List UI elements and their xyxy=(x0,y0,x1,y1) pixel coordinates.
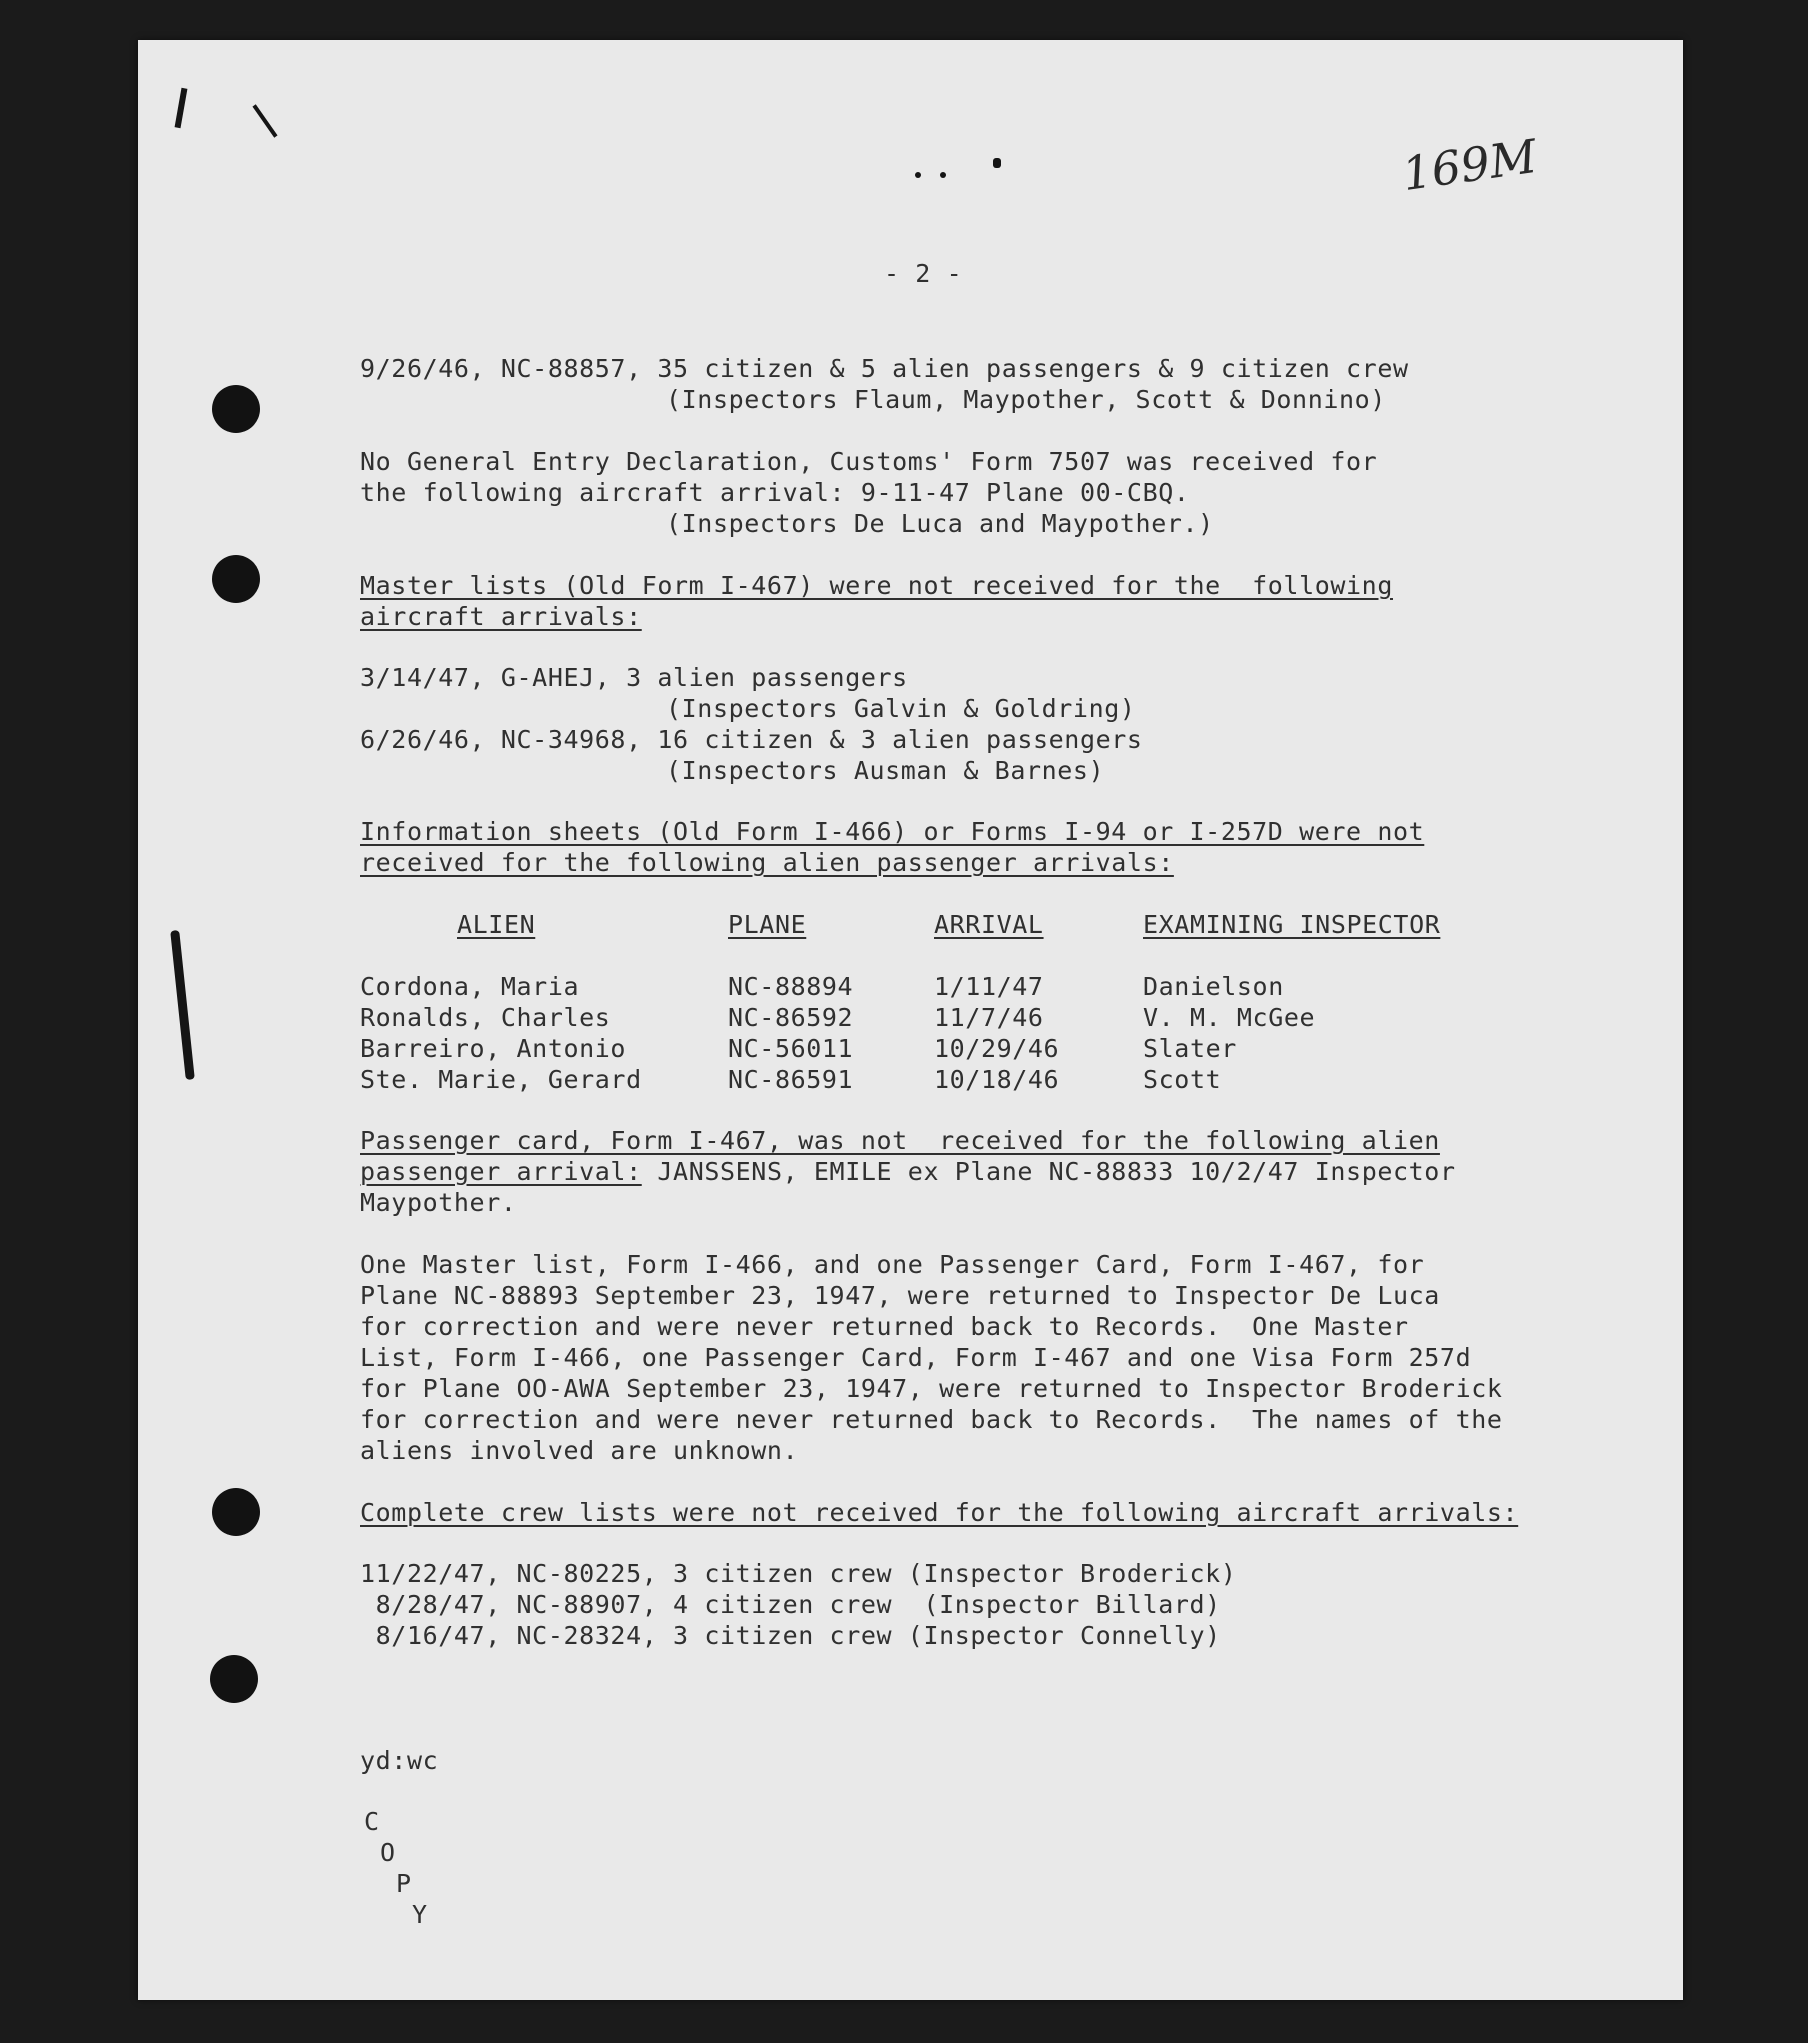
ink-mark xyxy=(940,172,946,178)
paragraph-line: Plane NC-88893 September 23, 1947, were returned to Inspector De Luca xyxy=(360,1281,1440,1310)
table-cell: Barreiro, Antonio xyxy=(360,1034,627,1063)
entry-line: (Inspectors Galvin & Goldring) xyxy=(666,694,1136,723)
page-number: - 2 - xyxy=(884,259,963,288)
paragraph-line: for correction and were never returned back to Records. The names of the xyxy=(360,1405,1503,1434)
entry-line: (Inspectors De Luca and Maypother.) xyxy=(666,509,1214,538)
section-heading: received for the following alien passenger arrivals: xyxy=(360,848,1174,877)
column-header-inspector: EXAMINING INSPECTOR xyxy=(1143,910,1441,939)
copy-letter: P xyxy=(396,1869,412,1898)
column-header-plane: PLANE xyxy=(728,910,807,939)
punch-hole xyxy=(210,1655,258,1703)
copy-letter: Y xyxy=(412,1900,428,1929)
entry-line: (Inspectors Ausman & Barnes) xyxy=(666,756,1105,785)
table-cell: NC-56011 xyxy=(728,1034,854,1063)
table-cell: NC-86591 xyxy=(728,1065,854,1094)
table-cell: NC-88894 xyxy=(728,972,854,1001)
paragraph-line: List, Form I-466, one Passenger Card, Form I-467 and one Visa Form 257d xyxy=(360,1343,1472,1372)
entry-line: 3/14/47, G-AHEJ, 3 alien passengers xyxy=(360,663,908,692)
table-cell: Ste. Marie, Gerard xyxy=(360,1065,642,1094)
entry-line: (Inspectors Flaum, Maypother, Scott & Donnino) xyxy=(666,385,1386,414)
paragraph-line: for Plane OO-AWA September 23, 1947, were returned to Inspector Broderick xyxy=(360,1374,1503,1403)
ink-mark xyxy=(175,88,188,128)
table-cell: Cordona, Maria xyxy=(360,972,580,1001)
table-cell: Ronalds, Charles xyxy=(360,1003,611,1032)
section-heading: Passenger card, Form I-467, was not received for the following alien xyxy=(360,1126,1440,1155)
table-cell: V. M. McGee xyxy=(1143,1003,1316,1032)
table-cell: 11/7/46 xyxy=(934,1003,1044,1032)
initials: yd:wc xyxy=(360,1746,439,1775)
entry-line: 9/26/46, NC-88857, 35 citizen & 5 alien passengers & 9 citizen crew xyxy=(360,354,1409,383)
section-heading: passenger arrival: xyxy=(360,1157,642,1186)
entry-line: 8/16/47, NC-28324, 3 citizen crew (Inspector Connelly) xyxy=(360,1621,1221,1650)
table-cell: Scott xyxy=(1143,1065,1222,1094)
entry-line: 11/22/47, NC-80225, 3 citizen crew (Inspector Broderick) xyxy=(360,1559,1237,1588)
paragraph-line: for correction and were never returned back to Records. One Master xyxy=(360,1312,1409,1341)
punch-hole xyxy=(212,385,260,433)
column-header-arrival: ARRIVAL xyxy=(934,910,1044,939)
punch-hole xyxy=(212,555,260,603)
entry-line xyxy=(360,1156,1456,1187)
table-cell: 10/18/46 xyxy=(934,1065,1060,1094)
ink-mark xyxy=(915,172,921,178)
entry-text: JANSSENS, EMILE ex Plane NC-88833 10/2/47 Inspector xyxy=(641,1157,1456,1186)
section-heading: Master lists (Old Form I-467) were not received for the following xyxy=(360,571,1393,600)
table-cell: Danielson xyxy=(1143,972,1284,1001)
table-cell: 10/29/46 xyxy=(934,1034,1060,1063)
ink-mark xyxy=(993,158,1001,168)
entry-line: the following aircraft arrival: 9-11-47 Plane 00-CBQ. xyxy=(360,478,1190,507)
copy-letter: O xyxy=(380,1838,396,1867)
section-heading: Complete crew lists were not received for the following aircraft arrivals: xyxy=(360,1498,1519,1527)
entry-line: Maypother. xyxy=(360,1188,517,1217)
table-cell: Slater xyxy=(1143,1034,1237,1063)
ink-mark xyxy=(252,104,277,137)
section-heading: aircraft arrivals: xyxy=(360,602,642,631)
section-heading: Information sheets (Old Form I-466) or Forms I-94 or I-257D were not xyxy=(360,817,1425,846)
table-cell: 1/11/47 xyxy=(934,972,1044,1001)
paragraph-line: One Master list, Form I-466, and one Passenger Card, Form I-467, for xyxy=(360,1250,1425,1279)
copy-letter: C xyxy=(364,1807,380,1836)
paragraph-line: aliens involved are unknown. xyxy=(360,1436,799,1465)
ink-mark xyxy=(170,930,195,1080)
table-cell: NC-86592 xyxy=(728,1003,854,1032)
entry-line: No General Entry Declaration, Customs' Form 7507 was received for xyxy=(360,447,1378,476)
punch-hole xyxy=(212,1488,260,1536)
entry-line: 8/28/47, NC-88907, 4 citizen crew (Inspector Billard) xyxy=(360,1590,1221,1619)
entry-line: 6/26/46, NC-34968, 16 citizen & 3 alien passengers xyxy=(360,725,1143,754)
column-header-alien: ALIEN xyxy=(457,910,536,939)
handwritten-number: 169M xyxy=(1398,128,1541,202)
